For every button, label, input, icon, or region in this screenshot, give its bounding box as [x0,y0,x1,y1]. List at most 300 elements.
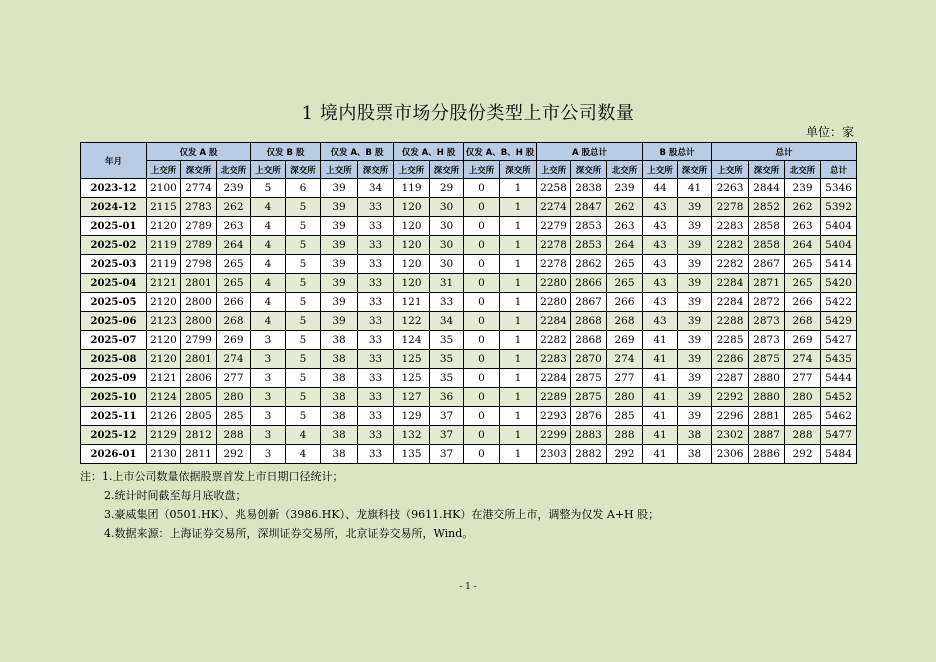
cell-value: 2867 [571,293,607,312]
cell-value: 122 [394,312,430,331]
cell-value: 2844 [749,179,785,198]
page-title: 1 境内股票市场分股份类型上市公司数量 [301,103,635,124]
cell-value: 2875 [571,369,607,388]
cell-value: 2805 [181,388,217,407]
cell-value: 2303 [537,445,571,464]
cell-value: 2302 [712,426,749,445]
cell-value: 39 [321,274,358,293]
cell-value: 34 [430,312,464,331]
cell-value: 44 [643,179,678,198]
cell-value: 2283 [712,217,749,236]
cell-value: 266 [785,293,821,312]
cell-value: 43 [643,198,678,217]
cell-value: 264 [217,236,251,255]
cell-value: 120 [394,217,430,236]
cell-value: 292 [217,445,251,464]
cell-value: 5444 [821,369,857,388]
note-line: 注：1.上市公司数量依据股票首发上市日期口径统计； [80,470,344,483]
cell-value: 120 [394,198,430,217]
cell-value: 285 [607,407,643,426]
cell-value: 280 [217,388,251,407]
cell-value: 2278 [712,198,749,217]
row-month: 2025-06 [81,312,147,331]
row-month: 2025-10 [81,388,147,407]
cell-value: 2798 [181,255,217,274]
cell-value: 2299 [537,426,571,445]
exchange-header: 上交所 [321,161,358,179]
cell-value: 2862 [571,255,607,274]
cell-value: 280 [607,388,643,407]
cell-value: 262 [607,198,643,217]
cell-value: 2285 [712,331,749,350]
unit-label: 单位：家 [805,125,854,139]
cell-value: 265 [217,255,251,274]
row-month: 2025-04 [81,274,147,293]
header-row-groups [81,143,857,161]
cell-value: 120 [394,255,430,274]
table-row [81,198,857,217]
cell-value: 41 [643,445,678,464]
table-row [81,179,857,198]
cell-value: 5346 [821,179,857,198]
cell-value: 33 [358,350,394,369]
cell-value: 0 [464,426,500,445]
cell-value: 2873 [749,331,785,350]
table-row [81,312,857,331]
cell-value: 5 [251,179,286,198]
group-header: 仅发 A 股 [147,143,251,161]
month-header: 年月 [81,143,147,179]
cell-value: 5 [286,236,321,255]
cell-value: 41 [643,426,678,445]
cell-value: 2882 [571,445,607,464]
cell-value: 33 [358,217,394,236]
cell-value: 3 [251,388,286,407]
cell-value: 38 [321,445,358,464]
cell-value: 39 [321,179,358,198]
cell-value: 5 [286,217,321,236]
cell-value: 5 [286,198,321,217]
cell-value: 263 [785,217,821,236]
cell-value: 268 [785,312,821,331]
cell-value: 1 [500,426,537,445]
cell-value: 43 [643,293,678,312]
cell-value: 132 [394,426,430,445]
cell-value: 33 [358,312,394,331]
group-header: 仅发 A、H 股 [394,143,464,161]
exchange-header: 深交所 [571,161,607,179]
cell-value: 5 [286,255,321,274]
cell-value: 30 [430,236,464,255]
table-row [81,445,857,464]
exchange-header: 深交所 [678,161,712,179]
cell-value: 263 [607,217,643,236]
cell-value: 266 [217,293,251,312]
cell-value: 2289 [537,388,571,407]
cell-value: 30 [430,255,464,274]
cell-value: 2296 [712,407,749,426]
exchange-header: 上交所 [643,161,678,179]
cell-value: 239 [217,179,251,198]
table-row [81,369,857,388]
cell-value: 2280 [537,293,571,312]
cell-value: 30 [430,198,464,217]
cell-value: 39 [678,274,712,293]
cell-value: 33 [358,369,394,388]
cell-value: 2120 [147,217,181,236]
cell-value: 265 [785,274,821,293]
cell-value: 265 [607,274,643,293]
cell-value: 41 [643,388,678,407]
cell-value: 0 [464,331,500,350]
exchange-header: 深交所 [430,161,464,179]
cell-value: 38 [321,407,358,426]
cell-value: 0 [464,255,500,274]
cell-value: 265 [217,274,251,293]
cell-value: 120 [394,236,430,255]
cell-value: 2847 [571,198,607,217]
cell-value: 129 [394,407,430,426]
exchange-header: 北交所 [785,161,821,179]
exchange-header: 深交所 [358,161,394,179]
exchange-header: 深交所 [500,161,537,179]
cell-value: 39 [321,312,358,331]
cell-value: 43 [643,255,678,274]
cell-value: 119 [394,179,430,198]
cell-value: 125 [394,350,430,369]
cell-value: 4 [251,274,286,293]
cell-value: 2868 [571,331,607,350]
exchange-header: 上交所 [712,161,749,179]
cell-value: 2812 [181,426,217,445]
cell-value: 5422 [821,293,857,312]
cell-value: 2130 [147,445,181,464]
cell-value: 2853 [571,236,607,255]
cell-value: 34 [358,179,394,198]
cell-value: 274 [785,350,821,369]
cell-value: 2868 [571,312,607,331]
cell-value: 1 [500,217,537,236]
cell-value: 264 [785,236,821,255]
cell-value: 6 [286,179,321,198]
row-month: 2023-12 [81,179,147,198]
cell-value: 2783 [181,198,217,217]
table-row [81,236,857,255]
row-month: 2024-12 [81,198,147,217]
cell-value: 288 [607,426,643,445]
notes [80,467,659,543]
cell-value: 1 [500,198,537,217]
row-month: 2025-05 [81,293,147,312]
cell-value: 269 [785,331,821,350]
cell-value: 33 [358,255,394,274]
cell-value: 265 [785,255,821,274]
cell-value: 2129 [147,426,181,445]
cell-value: 4 [251,255,286,274]
cell-value: 38 [678,445,712,464]
cell-value: 33 [358,274,394,293]
cell-value: 2880 [749,388,785,407]
cell-value: 1 [500,350,537,369]
row-month: 2025-01 [81,217,147,236]
cell-value: 2774 [181,179,217,198]
cell-value: 2858 [749,217,785,236]
cell-value: 1 [500,388,537,407]
cell-value: 0 [464,312,500,331]
cell-value: 38 [321,331,358,350]
cell-value: 39 [321,236,358,255]
exchange-header: 深交所 [286,161,321,179]
cell-value: 0 [464,198,500,217]
cell-value: 263 [217,217,251,236]
cell-value: 2282 [712,236,749,255]
cell-value: 33 [358,407,394,426]
cell-value: 2873 [749,312,785,331]
cell-value: 39 [678,293,712,312]
cell-value: 2121 [147,274,181,293]
cell-value: 2282 [537,331,571,350]
cell-value: 33 [358,198,394,217]
row-month: 2025-11 [81,407,147,426]
group-header: 仅发 B 股 [251,143,321,161]
cell-value: 2284 [712,274,749,293]
cell-value: 2284 [537,312,571,331]
cell-value: 0 [464,179,500,198]
note-line: 2.统计时间截至每月底收盘； [104,489,247,502]
cell-value: 39 [678,388,712,407]
cell-value: 1 [500,445,537,464]
cell-value: 3 [251,407,286,426]
cell-value: 39 [678,350,712,369]
cell-value: 2287 [712,369,749,388]
cell-value: 39 [678,312,712,331]
cell-value: 125 [394,369,430,388]
cell-value: 2838 [571,179,607,198]
cell-value: 5435 [821,350,857,369]
group-header: B 股总计 [643,143,712,161]
cell-value: 2283 [537,350,571,369]
cell-value: 0 [464,350,500,369]
cell-value: 277 [785,369,821,388]
cell-value: 277 [607,369,643,388]
cell-value: 1 [500,179,537,198]
exchange-header: 北交所 [217,161,251,179]
cell-value: 33 [358,445,394,464]
cell-value: 33 [358,426,394,445]
cell-value: 2274 [537,198,571,217]
cell-value: 3 [251,331,286,350]
cell-value: 2867 [749,255,785,274]
cell-value: 35 [430,350,464,369]
cell-value: 37 [430,426,464,445]
cell-value: 39 [321,255,358,274]
cell-value: 269 [217,331,251,350]
cell-value: 43 [643,312,678,331]
cell-value: 2800 [181,293,217,312]
cell-value: 2870 [571,350,607,369]
cell-value: 43 [643,274,678,293]
cell-value: 2886 [749,445,785,464]
cell-value: 5404 [821,236,857,255]
exchange-header: 上交所 [147,161,181,179]
exchange-header: 深交所 [749,161,785,179]
cell-value: 2278 [537,236,571,255]
cell-value: 43 [643,217,678,236]
exchange-header: 北交所 [607,161,643,179]
cell-value: 2883 [571,426,607,445]
listed-companies-table [80,142,857,464]
cell-value: 2286 [712,350,749,369]
cell-value: 3 [251,426,286,445]
cell-value: 5392 [821,198,857,217]
table-body [81,179,857,464]
cell-value: 41 [643,331,678,350]
row-month: 2025-07 [81,331,147,350]
row-month: 2025-08 [81,350,147,369]
cell-value: 1 [500,369,537,388]
cell-value: 33 [430,293,464,312]
cell-value: 4 [251,236,286,255]
cell-value: 0 [464,388,500,407]
cell-value: 39 [678,407,712,426]
cell-value: 2263 [712,179,749,198]
cell-value: 0 [464,274,500,293]
cell-value: 2124 [147,388,181,407]
cell-value: 2806 [181,369,217,388]
cell-value: 2100 [147,179,181,198]
table-row [81,274,857,293]
cell-value: 2293 [537,407,571,426]
cell-value: 36 [430,388,464,407]
cell-value: 285 [785,407,821,426]
cell-value: 5 [286,331,321,350]
cell-value: 2120 [147,350,181,369]
cell-value: 2280 [537,274,571,293]
cell-value: 2875 [571,388,607,407]
cell-value: 38 [321,350,358,369]
cell-value: 1 [500,274,537,293]
cell-value: 264 [607,236,643,255]
page-number: - 1 - [459,582,477,592]
cell-value: 5429 [821,312,857,331]
cell-value: 1 [500,236,537,255]
cell-value: 121 [394,293,430,312]
cell-value: 2866 [571,274,607,293]
cell-value: 2881 [749,407,785,426]
cell-value: 29 [430,179,464,198]
cell-value: 0 [464,217,500,236]
cell-value: 39 [678,369,712,388]
cell-value: 262 [785,198,821,217]
cell-value: 269 [607,331,643,350]
cell-value: 2852 [749,198,785,217]
cell-value: 277 [217,369,251,388]
cell-value: 39 [678,255,712,274]
exchange-header: 上交所 [464,161,500,179]
cell-value: 2872 [749,293,785,312]
cell-value: 33 [358,236,394,255]
cell-value: 2805 [181,407,217,426]
cell-value: 2306 [712,445,749,464]
cell-value: 5 [286,293,321,312]
cell-value: 0 [464,293,500,312]
group-header: A 股总计 [537,143,643,161]
header-row-exchanges [81,161,857,179]
table-row [81,255,857,274]
cell-value: 38 [321,426,358,445]
cell-value: 127 [394,388,430,407]
cell-value: 239 [785,179,821,198]
cell-value: 2278 [537,255,571,274]
cell-value: 239 [607,179,643,198]
cell-value: 4 [251,217,286,236]
table-row [81,217,857,236]
cell-value: 2811 [181,445,217,464]
cell-value: 0 [464,369,500,388]
cell-value: 5414 [821,255,857,274]
cell-value: 5462 [821,407,857,426]
table-row [81,331,857,350]
cell-value: 37 [430,407,464,426]
cell-value: 4 [251,312,286,331]
cell-value: 35 [430,369,464,388]
cell-value: 5 [286,388,321,407]
exchange-header: 上交所 [537,161,571,179]
cell-value: 2801 [181,350,217,369]
cell-value: 2801 [181,274,217,293]
cell-value: 5420 [821,274,857,293]
cell-value: 39 [321,293,358,312]
cell-value: 33 [358,388,394,407]
group-header: 总计 [712,143,857,161]
cell-value: 0 [464,236,500,255]
cell-value: 4 [286,426,321,445]
cell-value: 262 [217,198,251,217]
cell-value: 41 [678,179,712,198]
cell-value: 2284 [712,293,749,312]
cell-value: 2121 [147,369,181,388]
cell-value: 2871 [749,274,785,293]
cell-value: 39 [678,331,712,350]
cell-value: 5 [286,350,321,369]
cell-value: 2120 [147,331,181,350]
cell-value: 39 [321,217,358,236]
cell-value: 5477 [821,426,857,445]
cell-value: 265 [607,255,643,274]
cell-value: 268 [607,312,643,331]
cell-value: 0 [464,407,500,426]
cell-value: 41 [643,350,678,369]
cell-value: 3 [251,350,286,369]
cell-value: 5 [286,274,321,293]
cell-value: 5404 [821,217,857,236]
cell-value: 1 [500,331,537,350]
cell-value: 135 [394,445,430,464]
cell-value: 2115 [147,198,181,217]
cell-value: 2120 [147,293,181,312]
cell-value: 268 [217,312,251,331]
cell-value: 2887 [749,426,785,445]
cell-value: 120 [394,274,430,293]
cell-value: 41 [643,369,678,388]
cell-value: 43 [643,236,678,255]
cell-value: 38 [678,426,712,445]
cell-value: 288 [785,426,821,445]
cell-value: 274 [217,350,251,369]
cell-value: 280 [785,388,821,407]
cell-value: 5 [286,407,321,426]
cell-value: 5484 [821,445,857,464]
